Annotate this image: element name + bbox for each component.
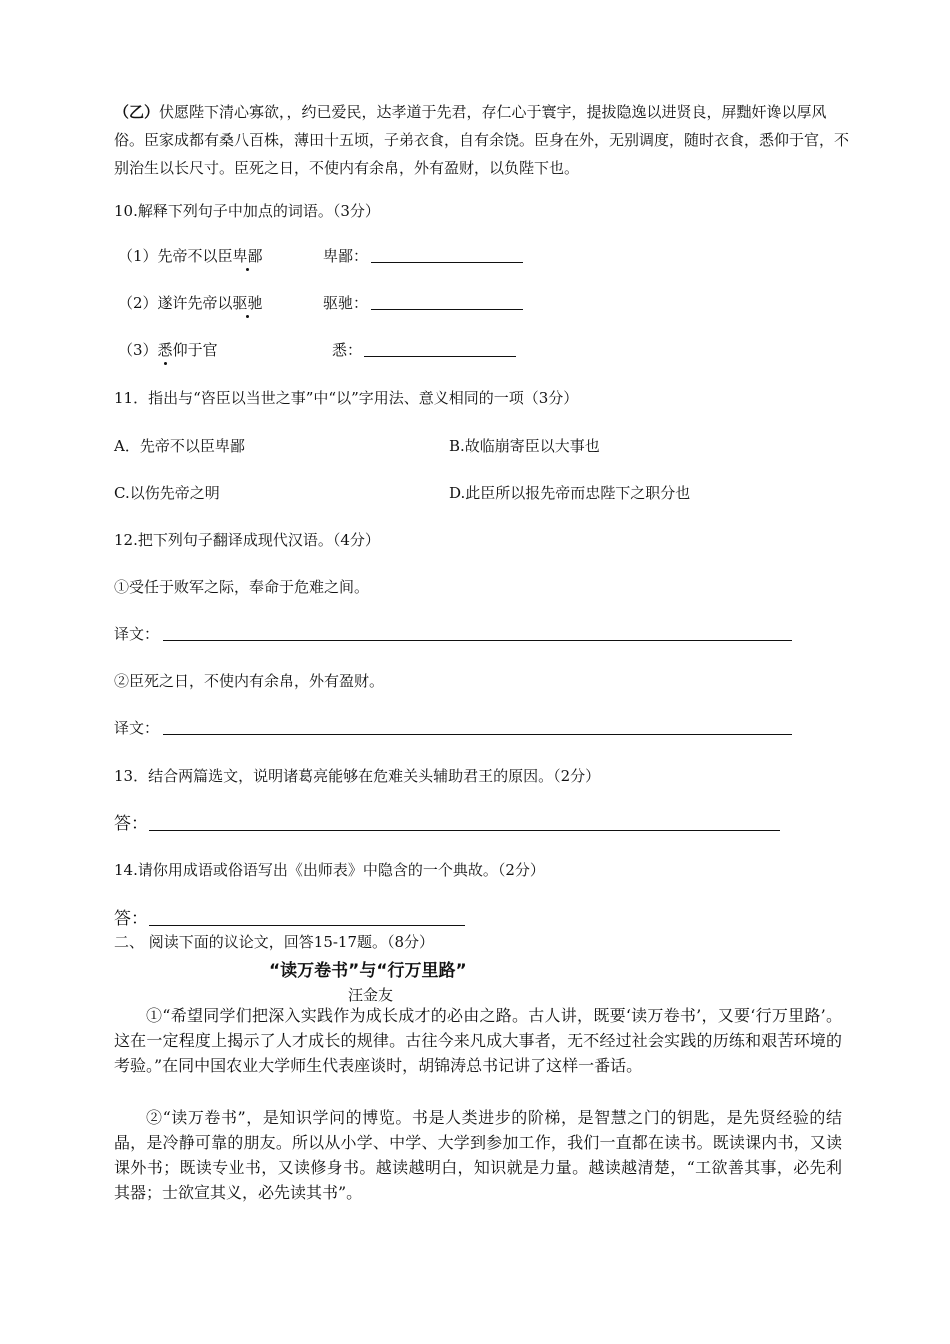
q12-answer-label-2: 译文： xyxy=(114,719,160,737)
q11-option-d[interactable]: D.此臣所以报先帝而忠陛下之职分也 xyxy=(449,484,691,502)
q11-option-a[interactable]: A．先帝不以臣卑鄙 xyxy=(114,437,245,455)
q11-stem: 11．指出与“咨臣以当世之事”中“以”字用法、意义相同的一项（3分） xyxy=(114,389,579,407)
q10-item-3: （3）悉仰于官 xyxy=(118,341,218,359)
q11-option-c[interactable]: C.以伤先帝之明 xyxy=(114,484,220,502)
article-title: “读万卷书”与“行万里路” xyxy=(269,961,467,981)
q12-answer-line-2[interactable] xyxy=(163,734,792,735)
q12-sentence-2: ②臣死之日，不使内有余帛，外有盈财。 xyxy=(114,672,385,690)
q13-answer-label: 答： xyxy=(114,814,148,834)
dotted-word: 悉 xyxy=(157,341,173,359)
q12-stem: 12.把下列句子翻译成现代汉语。（4分） xyxy=(114,531,380,549)
q10-item-1-answer-line[interactable] xyxy=(371,262,523,263)
q14-stem: 14.请你用成语或俗语写出《出师表》中隐含的一个典故。（2分） xyxy=(114,861,545,879)
article-paragraph-2: ②“读万卷书”，是知识学问的博览。书是人类进步的阶梯，是智慧之门的钥匙，是先贤经验的结晶，是冷静可靠的朋友。所以从小学、中学、大学到参加工作，我们一直都在读书。既读课内书，又读课外书；既读专业书，又读修身书。越读越明白，知识就是力量。越读越清楚，“工欲善其事，必先利其器；士欲宣其义，必先读其书”。 xyxy=(114,1108,842,1202)
q10-stem: 10.解释下列句子中加点的词语。（3分） xyxy=(114,202,380,220)
q10-item-3-label: 悉： xyxy=(332,341,363,359)
q10-item-2-label: 驱驰： xyxy=(323,294,369,312)
q10-item-1-label: 卑鄙： xyxy=(323,247,369,265)
passage-b xyxy=(114,98,854,182)
q11-option-b[interactable]: B.故临崩寄臣以大事也 xyxy=(449,437,600,455)
q12-answer-label-1: 译文： xyxy=(114,625,160,643)
q10-item-2: （2）遂许先帝以驱驰 xyxy=(118,294,263,312)
q10-item-1: （1）先帝不以臣卑鄙 xyxy=(118,247,263,265)
q12-sentence-1: ①受任于败军之际，奉命于危难之间。 xyxy=(114,578,370,596)
article-paragraph-1: ①“希望同学们把深入实践作为成长成才的必由之路。古人讲，既要‘读万卷书’，又要‘行万里路’。这在一定程度上揭示了人才成长的规律。古往今来凡成大事者，无不经过社会实践的历练和艰苦环境的考验。”在同中国农业大学师生代表座谈时，胡锦涛总书记讲了这样一番话。 xyxy=(114,1006,842,1075)
passage-b-label: （乙） xyxy=(114,103,160,121)
article-author: 汪金友 xyxy=(348,986,394,1004)
dotted-word: 卑鄙 xyxy=(232,247,263,265)
q13-answer-line[interactable] xyxy=(149,830,780,831)
passage-b-text: 伏愿陛下清心寡欲，，约已爱民，达孝道于先君，存仁心于寰宇，提拔隐逸以进贤良，屏黜奸谗以厚风俗。臣家成都有桑八百株，薄田十五顷，子弟衣食，自有余饶。臣身在外，无别调度，随时衣食，悉仰于官，不别治生以长尺寸。臣死之日，不使内有余帛，外有盈财，以负陛下也。 xyxy=(114,103,850,177)
q14-answer-line[interactable] xyxy=(149,925,465,926)
q10-item-3-answer-line[interactable] xyxy=(364,356,516,357)
q13-stem: 13．结合两篇选文，说明诸葛亮能够在危难关头辅助君王的原因。（2分） xyxy=(114,767,601,785)
q12-answer-line-1[interactable] xyxy=(163,640,792,641)
q10-item-2-answer-line[interactable] xyxy=(371,309,523,310)
dotted-word: 驱驰 xyxy=(232,294,263,312)
q14-answer-label: 答： xyxy=(114,909,148,929)
section2-heading: 二、 阅读下面的议论文，回答15-17题。（8分） xyxy=(114,933,435,951)
